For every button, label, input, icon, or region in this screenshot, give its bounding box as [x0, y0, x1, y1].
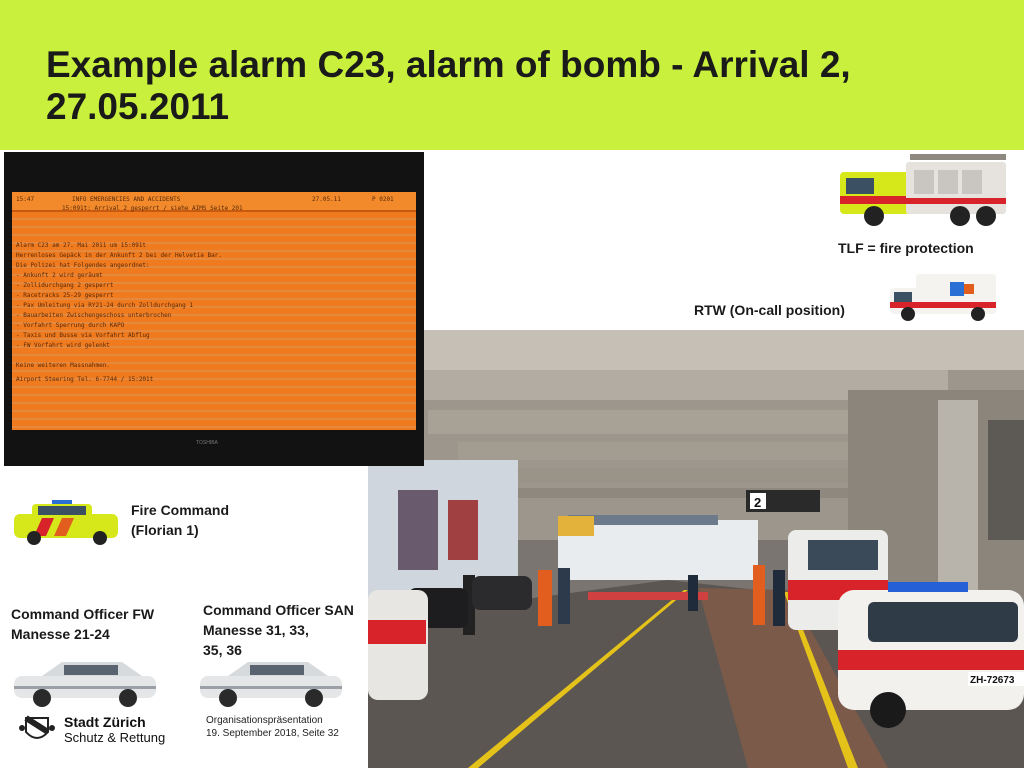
- monitor-photo: [4, 152, 424, 466]
- officer-san-line-3: 35, 36: [203, 642, 242, 658]
- screen-line: - Zollidurchgang 2 gesperrt: [16, 282, 114, 289]
- screen-line: - Taxis und Busse via Vorfahrt Abflug: [16, 332, 150, 339]
- screen-line: - Bauarbeiten Zwischengeschoss unterbrochen: [16, 312, 172, 319]
- screen-line: - Ankunft 2 wird geräumt: [16, 272, 103, 279]
- license-plate-text: ZH-72673: [970, 675, 1015, 686]
- screen-subheader: 15:091t: Arrival 2 gesperrt / siehe AIMS Seite 201: [62, 205, 243, 212]
- officer-san-line-2: Manesse 31, 33,: [203, 622, 309, 638]
- title-line-2: 27.05.2011: [46, 86, 230, 127]
- screen-header-title: INFO EMERGENCIES AND ACCIDENTS: [72, 196, 181, 203]
- terminal-sign-number: 2: [754, 495, 762, 510]
- screen-line: - Pax Umleitung via RY21-24 durch Zolldurchgang 1: [16, 302, 194, 309]
- officer-san-line-1: Command Officer SAN: [203, 602, 354, 618]
- screen-header-time: 15:47: [16, 196, 35, 203]
- footer-line-2: 19. September 2018, Seite 32: [206, 728, 339, 739]
- monitor-brand: TOSHIBA: [196, 440, 218, 446]
- officer-fw-line-1: Command Officer FW: [11, 606, 155, 622]
- screen-line: Herrenloses Gepäck in der Ankunft 2 bei der Helvetia Bar.: [16, 252, 222, 259]
- fire-command-label: [131, 500, 229, 540]
- fire-command-line-2: (Florian 1): [131, 522, 199, 538]
- fire-command-car-icon: [12, 500, 120, 546]
- footer-line-1: Organisationspräsentation: [206, 715, 323, 726]
- screen-line: Keine weiteren Massnahmen.: [16, 362, 110, 369]
- coat-of-arms-icon: [18, 714, 56, 744]
- officer-fw-line-2: Manesse 21-24: [11, 626, 110, 642]
- officer-san-car-icon: [198, 658, 344, 708]
- fire-truck-icon: [840, 152, 1010, 228]
- rtw-label: RTW (On-call position): [694, 302, 845, 318]
- screen-line: - Racetracks 25-29 gesperrt: [16, 292, 114, 299]
- monitor-screen: [12, 192, 416, 430]
- officer-san-label: [203, 600, 354, 660]
- fire-command-line-1: Fire Command: [131, 502, 230, 518]
- screen-line: Airport Steering Tel. 6-7744 / 15:201t: [16, 376, 154, 383]
- screen-line: - FW Vorfahrt wird gelenkt: [16, 342, 110, 349]
- footer-organisation-text: [206, 714, 339, 740]
- screen-line: - Vorfahrt Sperrung durch KAPO: [16, 322, 125, 329]
- slide-title: [46, 44, 1006, 128]
- ambulance-icon: [890, 270, 998, 322]
- airport-scene-drawing: [368, 330, 1024, 768]
- logo-subtitle: Schutz & Rettung: [64, 730, 166, 745]
- logo-title: Stadt Zürich: [64, 714, 146, 730]
- screen-header-date: 27.05.11: [312, 196, 341, 203]
- title-line-1: Example alarm C23, alarm of bomb - Arrival 2,: [46, 44, 851, 85]
- airport-arrival-photo: [368, 330, 1024, 768]
- screen-line: Die Polizei hat Folgendes angeordnet:: [16, 262, 150, 269]
- officer-fw-label: [11, 604, 154, 644]
- tlf-label: TLF = fire protection: [838, 240, 974, 256]
- officer-fw-car-icon: [12, 658, 158, 708]
- stadt-zuerich-logo: [18, 712, 198, 748]
- screen-header-page: P 0201: [372, 196, 394, 203]
- screen-line: Alarm C23 am 27. Mai 2011 um 15:091t: [16, 242, 147, 249]
